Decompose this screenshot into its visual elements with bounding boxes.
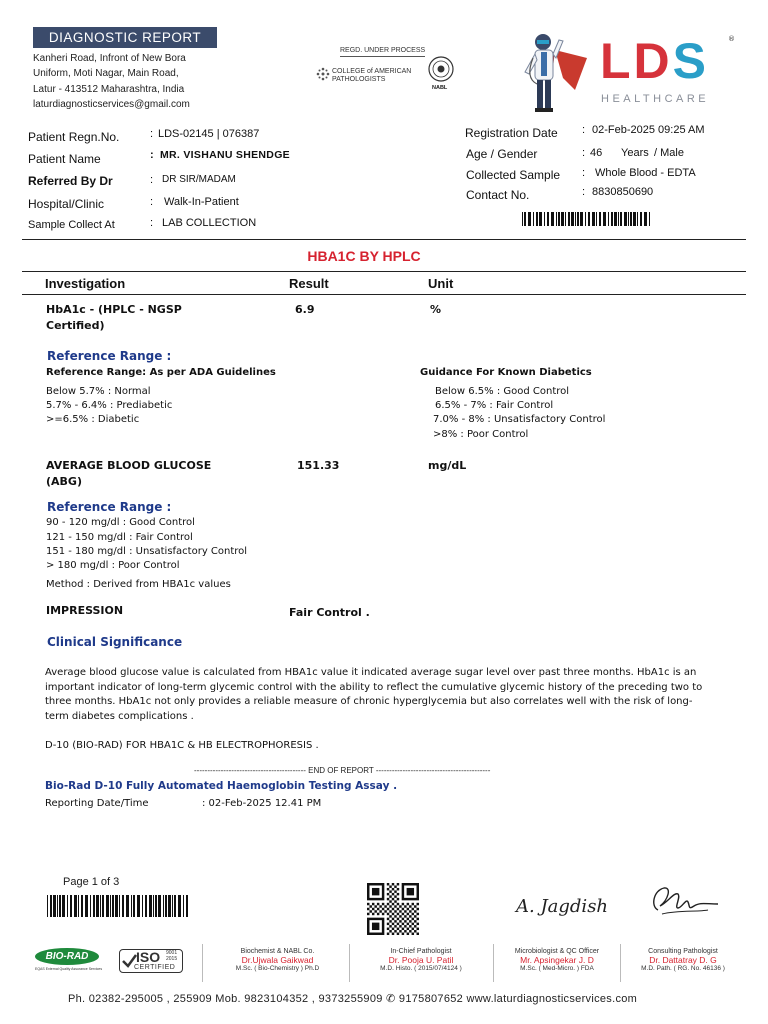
test-title: HBA1C BY HPLC (307, 248, 421, 264)
barcode-bar (142, 895, 143, 917)
abg-reference-heading: Reference Range : (47, 500, 172, 514)
clinical-significance-heading: Clinical Significance (47, 635, 183, 649)
barcode-bar (533, 212, 534, 226)
barcode-bar (155, 895, 157, 917)
footer-divider-2 (349, 944, 350, 982)
signatory-name: Dr. Dattatray D. G (649, 955, 717, 965)
barcode-bar (539, 212, 542, 226)
contact-label: Contact No. (466, 188, 530, 202)
table-top-divider (22, 271, 746, 272)
qr-code-graphic (367, 883, 419, 935)
barcode-bar (608, 212, 609, 226)
barcode-bar (536, 212, 538, 226)
hospital-label: Hospital/Clinic (28, 197, 105, 211)
iso-text: ISO (136, 949, 161, 965)
barcode-bar (544, 212, 545, 226)
barcode-bar (556, 212, 557, 226)
barcode-bar (611, 212, 613, 226)
iso-certified: CERTIFIED (134, 964, 176, 971)
footer-contact-line: Ph. 02382-295005 , 255909 Mob. 9823104352 , 9373255909 ✆ 9175807652 www.laturdiagnosticservices.com (68, 993, 638, 1005)
barcode-bar (186, 895, 188, 917)
col-investigation: Investigation (45, 276, 126, 291)
footer-divider-1 (202, 944, 203, 982)
barcode-bar (112, 895, 114, 917)
barcode-bar (149, 895, 152, 917)
barcode-bar (183, 895, 184, 917)
barcode-bar (62, 895, 65, 917)
footer-barcode (47, 895, 190, 917)
abg-line-fair: 121 - 150 mg/dl : Fair Control (46, 532, 193, 543)
end-of-report: ------------------------------------------ END OF REPORT ------------------------------------------- (194, 766, 491, 775)
barcode-bar (614, 212, 617, 226)
footer-divider-4 (620, 944, 621, 982)
barcode-bar (178, 895, 181, 917)
biorad-logo: BIO-RAD (35, 948, 99, 965)
lds-logo-d: D (633, 33, 673, 89)
impression-value: Fair Control . (289, 606, 370, 619)
barcode-bar (649, 212, 650, 226)
registered-mark: ® (728, 35, 735, 43)
signatory-role: Microbiologist & QC Officer (514, 948, 600, 955)
table-header-divider (22, 294, 746, 295)
age-gender-label: Age / Gender (466, 147, 538, 161)
barcode-bar (153, 895, 154, 917)
barcode-bar (172, 895, 173, 917)
lds-logo (600, 33, 710, 89)
barcode-bar (528, 212, 531, 226)
sample-collect-label: Sample Collect At (28, 219, 115, 231)
referred-by-value: DR SIR/MADAM (162, 174, 236, 185)
barcode-bar (96, 895, 99, 917)
barcode-bar (47, 895, 48, 917)
barcode-bar (630, 212, 632, 226)
signatory-qualification: M.Sc. ( Med-Micro. ) FDA (520, 965, 594, 972)
regn-value: LDS-02145 | 076387 (158, 128, 260, 140)
reg-date-value: 02-Feb-2025 09:25 AM (592, 124, 705, 136)
barcode-bar (585, 212, 586, 226)
barcode-bar (165, 895, 167, 917)
signature-jagdish: A. Jagdish (516, 896, 609, 917)
barcode-bar (50, 895, 52, 917)
barcode-bar (599, 212, 601, 226)
signatory-name: Dr. Pooja U. Patil (388, 955, 454, 965)
hba1c-name-line-2: Certified) (46, 319, 105, 332)
barcode-bar (93, 895, 95, 917)
nabl-label: NABL (432, 85, 448, 91)
barcode-bar (119, 895, 120, 917)
signatory-name: Dr.Ujwala Gaikwad (241, 955, 314, 965)
barcode-bar (67, 895, 68, 917)
address-line-1: Kanheri Road, Infront of New Bora (33, 53, 186, 64)
barcode-bar (580, 212, 583, 226)
regn-label: Patient Regn.No. (28, 130, 120, 144)
signatory-name: Mr. Apsingekar J. D (520, 955, 594, 965)
signatory-pathologist (351, 948, 491, 972)
barcode-bar (592, 212, 595, 226)
hba1c-reference-heading: Reference Range : (47, 349, 172, 363)
footer-divider-3 (493, 944, 494, 982)
barcode-bar (628, 212, 629, 226)
patient-name-value: MR. VISHANU SHENDGE (160, 149, 290, 161)
barcode-bar (565, 212, 566, 226)
page-number: Page 1 of 3 (63, 876, 120, 888)
sample-collect-value: LAB COLLECTION (162, 217, 257, 229)
patient-barcode (522, 212, 652, 226)
ada-reference-label: Reference Range: As per ADA Guidelines (46, 367, 276, 378)
cap-logo-icon (315, 66, 331, 82)
contact-value: 8830850690 (592, 186, 654, 198)
barcode-bar (85, 895, 88, 917)
barcode-bar (78, 895, 79, 917)
patient-name-colon: : (150, 149, 154, 161)
referred-by-colon: : (150, 174, 154, 186)
ada-line-normal: Below 5.7% : Normal (46, 386, 151, 397)
reporting-date-label: Reporting Date/Time (45, 798, 149, 809)
barcode-bar (620, 212, 622, 226)
hba1c-result: 6.9 (295, 303, 315, 316)
barcode-bar (575, 212, 576, 226)
collected-colon: : (582, 167, 586, 179)
regd-divider (340, 56, 425, 57)
signatory-qualification: M.Sc. ( Bio-Chemistry ) Ph.D (235, 965, 320, 972)
ada-line-diabetic: >=6.5% : Diabetic (46, 414, 140, 425)
barcode-bar (74, 895, 77, 917)
barcode-bar (588, 212, 590, 226)
barcode-bar (100, 895, 101, 917)
header-divider (22, 239, 746, 240)
cap-text-line-2: PATHOLOGISTS (332, 76, 386, 83)
sample-collect-colon: : (150, 217, 154, 229)
barcode-bar (640, 212, 642, 226)
guidance-line-2: 6.5% - 7% : Fair Control (435, 400, 554, 411)
referred-by-label: Referred By Dr (28, 174, 113, 188)
barcode-bar (122, 895, 124, 917)
hospital-value: Walk-In-Patient (164, 196, 239, 208)
barcode-bar (81, 895, 83, 917)
signatory-role: Consulting Pathologist (648, 948, 718, 955)
impression-label: IMPRESSION (46, 604, 124, 617)
contact-colon: : (582, 186, 586, 198)
barcode-bar (158, 895, 161, 917)
signature-dattatray-icon (648, 880, 726, 922)
abg-line-poor: > 180 mg/dl : Poor Control (46, 560, 180, 571)
signatory-role: In-Chief Pathologist (390, 948, 452, 955)
signatory-biochemist (210, 948, 345, 972)
iso-badge (119, 949, 183, 973)
barcode-bar (547, 212, 549, 226)
patient-name-label: Patient Name (28, 152, 101, 166)
lds-healthcare-text: HEALTHCARE (601, 93, 710, 105)
barcode-bar (53, 895, 56, 917)
barcode-bar (168, 895, 171, 917)
lds-logo-l: L (600, 33, 634, 89)
guidance-line-3: 7.0% - 8% : Unsatisfactory Control (433, 414, 606, 425)
regd-status: REGD. UNDER PROCESS (340, 47, 426, 54)
barcode-bar (115, 895, 118, 917)
abg-line-good: 90 - 120 mg/dl : Good Control (46, 517, 195, 528)
barcode-bar (644, 212, 647, 226)
barcode-bar (524, 212, 526, 226)
col-unit: Unit (428, 276, 454, 291)
method-text: Method : Derived from HBA1c values (46, 579, 231, 590)
barcode-bar (624, 212, 627, 226)
col-result: Result (289, 276, 329, 291)
barcode-bar (596, 212, 597, 226)
barcode-bar (106, 895, 109, 917)
barcode-bar (174, 895, 176, 917)
cap-text-line-1: COLLEGE of AMERICAN (332, 68, 412, 75)
age-unit: Years (621, 147, 649, 159)
barcode-bar (145, 895, 147, 917)
barcode-bar (561, 212, 564, 226)
assay-note: Bio-Rad D-10 Fully Automated Haemoglobin Testing Assay . (45, 780, 398, 792)
barcode-bar (102, 895, 104, 917)
hba1c-unit: % (430, 303, 442, 316)
collected-sample-value: Whole Blood - EDTA (595, 167, 696, 179)
regn-colon: : (150, 128, 154, 140)
abg-unit: mg/dL (428, 459, 467, 472)
barcode-bar (633, 212, 636, 226)
reg-date-colon: : (582, 124, 586, 136)
barcode-bar (577, 212, 579, 226)
signatory-qualification: M.D. Path. ( RG. No. 46136 ) (641, 965, 725, 972)
lds-logo-s: S (672, 33, 710, 89)
age-value: 46 (590, 147, 603, 159)
hba1c-name-line-1: HbA1c - (HPLC - NGSP (46, 303, 182, 316)
age-colon: : (582, 147, 586, 159)
iso-number: 9001 2015 (166, 950, 178, 962)
guidance-heading: Guidance For Known Diabetics (420, 367, 592, 378)
abg-name-line-1: AVERAGE BLOOD GLUCOSE (46, 459, 212, 472)
barcode-bar (137, 895, 140, 917)
guidance-line-1: Below 6.5% : Good Control (435, 386, 570, 397)
report-title: DIAGNOSTIC REPORT (33, 27, 217, 48)
clinical-significance-text: Average blood glucose value is calculated from HBA1c value it indicated average sugar level over past three months. HbA1c is an important indicator of long-term glycemic control with the ability to reflect the cumulative glycemic history of the preceding two to three months. HbA1c not only provides a reliable measure of chronic hyperglycemia but also correlates well with the risk of long-term diabetes complications . (45, 667, 703, 722)
barcode-bar (637, 212, 638, 226)
ada-line-prediabetic: 5.7% - 6.4% : Prediabetic (46, 400, 173, 411)
barcode-bar (522, 212, 523, 226)
barcode-bar (603, 212, 606, 226)
barcode-bar (571, 212, 574, 226)
barcode-bar (133, 895, 135, 917)
barcode-bar (558, 212, 560, 226)
reg-date-label: Registration Date (465, 126, 558, 140)
barcode-bar (568, 212, 570, 226)
signatory-consulting (622, 948, 744, 972)
collected-sample-label: Collected Sample (466, 168, 561, 182)
barcode-bar (131, 895, 132, 917)
address-line-3: Latur - 413512 Maharashtra, India (33, 84, 185, 95)
barcode-bar (163, 895, 164, 917)
reporting-date-value: : 02-Feb-2025 12.41 PM (202, 798, 322, 809)
barcode-bar (110, 895, 111, 917)
barcode-bar (90, 895, 91, 917)
barcode-bar (551, 212, 554, 226)
address-line-2: Uniform, Moti Nagar, Main Road, (33, 68, 179, 79)
qr-code-icon[interactable] (367, 883, 419, 935)
instrument-note: D-10 (BIO-RAD) FOR HBA1C & HB ELECTROPHORESIS . (45, 740, 319, 751)
barcode-bar (126, 895, 129, 917)
gender-value: / Male (654, 147, 684, 159)
signatory-microbiologist (496, 948, 618, 972)
barcode-bar (618, 212, 619, 226)
abg-name-line-2: (ABG) (46, 475, 82, 488)
abg-result: 151.33 (297, 459, 340, 472)
barcode-bar (70, 895, 72, 917)
biorad-subtext: EQAS External Quality Assurance Services (35, 967, 103, 971)
email-address: laturdiagnosticservices@gmail.com (33, 99, 190, 110)
abg-line-unsatisfactory: 151 - 180 mg/dl : Unsatisfactory Control (46, 546, 248, 557)
signatory-qualification: M.D. Histo. ( 2015/07/4124 ) (380, 965, 462, 972)
hospital-colon: : (150, 196, 154, 208)
doctor-mascot-icon (515, 28, 593, 118)
guidance-line-4: >8% : Poor Control (433, 429, 529, 440)
barcode-bar (57, 895, 58, 917)
signatory-role: Biochemist & NABL Co. (240, 948, 315, 955)
barcode-bar (59, 895, 61, 917)
